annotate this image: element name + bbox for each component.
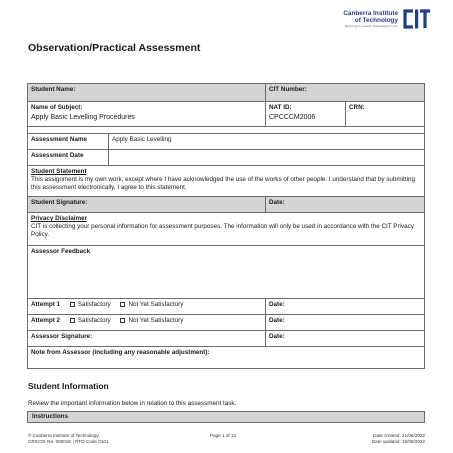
attempt-2-row	[28, 315, 424, 331]
privacy-disclaimer	[28, 213, 424, 245]
logo-line-2: of Technology	[354, 17, 398, 25]
footer-copyright: © Canberra Institute of Technology	[28, 433, 99, 438]
student-signature-row	[28, 197, 424, 213]
attempt-2-satisfactory-checkbox[interactable]	[70, 318, 75, 323]
assessor-note-row	[28, 347, 424, 368]
statement-title: Student Statement	[31, 168, 87, 175]
student-date-field[interactable]: Date:	[265, 197, 424, 212]
spacer	[28, 127, 424, 134]
privacy-title: Privacy Disclaimer	[31, 215, 88, 222]
attempt-1-cell	[28, 299, 265, 314]
attempt-2-date-field[interactable]: Date:	[265, 315, 424, 330]
subject-row	[28, 102, 424, 127]
nat-id-cell	[265, 102, 345, 126]
cit-logo-mark-icon	[402, 8, 432, 30]
attempt-2-cell	[28, 315, 265, 330]
attempt-1-satisfactory-checkbox[interactable]	[70, 302, 75, 307]
footer-left	[28, 433, 108, 445]
not-yet-label: Not Yet Satisfactory	[128, 317, 184, 324]
attempt-1-not-yet-checkbox[interactable]	[120, 302, 125, 307]
assessment-date-field[interactable]	[108, 150, 424, 165]
subject-label: Name of Subject:	[31, 104, 83, 111]
subject-value: Apply Basic Levelling Procedures	[31, 114, 135, 121]
crn-field[interactable]: CRN:	[345, 102, 424, 126]
footer-page-number: Page 1 of 14	[210, 433, 237, 438]
footer-right	[372, 433, 425, 445]
not-yet-label: Not Yet Satisfactory	[128, 301, 184, 308]
logo-line-1: Canberra Institute	[343, 10, 398, 17]
assessor-signature-field[interactable]: Assessor Signature:	[31, 333, 93, 340]
attempt-2-label: Attempt 2	[31, 317, 61, 324]
assessment-form	[27, 83, 425, 369]
student-statement	[28, 166, 424, 196]
privacy-text: CIT is collecting your personal information for assessment purposes. The information will only be used in accordance with the CIT Privacy Policy.	[31, 223, 414, 238]
assessment-name-row	[28, 134, 424, 150]
assessor-note-field[interactable]: Note from Assessor (including any reasonable adjustment):	[31, 349, 210, 356]
assessor-date-field[interactable]: Date:	[265, 331, 424, 346]
cit-logo	[322, 8, 442, 36]
nat-id-label: NAT ID:	[269, 104, 292, 111]
student-signature-field[interactable]: Student Signature:	[31, 199, 88, 206]
student-name-row	[28, 84, 424, 102]
footer-date-updated: Date updated: 15/08/2022	[371, 439, 425, 444]
assessment-date-label: Assessment Date	[31, 152, 84, 159]
assessor-signature-row	[28, 331, 424, 347]
student-information-heading: Student Information	[28, 381, 109, 391]
student-statement-row	[28, 166, 424, 197]
instructions-header: Instructions	[27, 411, 425, 423]
student-information-text: Review the important information below in relation to this assessment task.	[28, 400, 237, 407]
attempt-1-row	[28, 299, 424, 315]
page-title: Observation/Practical Assessment	[28, 42, 201, 54]
student-name-field[interactable]: Student Name:	[31, 86, 76, 93]
attempt-2-not-yet-checkbox[interactable]	[120, 318, 125, 323]
assessment-date-row	[28, 150, 424, 166]
attempt-1-date-field[interactable]: Date:	[265, 299, 424, 314]
cit-number-field[interactable]: CIT Number:	[265, 84, 424, 101]
privacy-row	[28, 213, 424, 246]
statement-text: This assignment is my own work, except where I have acknowledged the use of the works of other people. I understand that by submitting this assessment electronically, I agree to this statement.	[31, 176, 415, 191]
assessor-feedback-field[interactable]: Assessor Feedback	[31, 248, 91, 255]
attempt-1-label: Attempt 1	[31, 301, 61, 308]
subject-cell	[28, 102, 265, 126]
assessment-name-label: Assessment Name	[31, 136, 88, 143]
satisfactory-label: Satisfactory	[77, 301, 111, 308]
logo-text	[322, 10, 398, 25]
footer-cricos: CRICOS No. 00001K | RTO Code 0101	[28, 439, 109, 444]
logo-tagline: Big enough to succeed. Small enough to care.	[344, 25, 398, 28]
nat-id-value: CPCCCM2006	[269, 114, 316, 121]
satisfactory-label: Satisfactory	[77, 317, 111, 324]
assessment-name-value: Apply Basic Levelling	[108, 134, 424, 149]
assessor-feedback-row	[28, 246, 424, 299]
footer-date-created: Date created: 21/06/2022	[373, 433, 425, 438]
